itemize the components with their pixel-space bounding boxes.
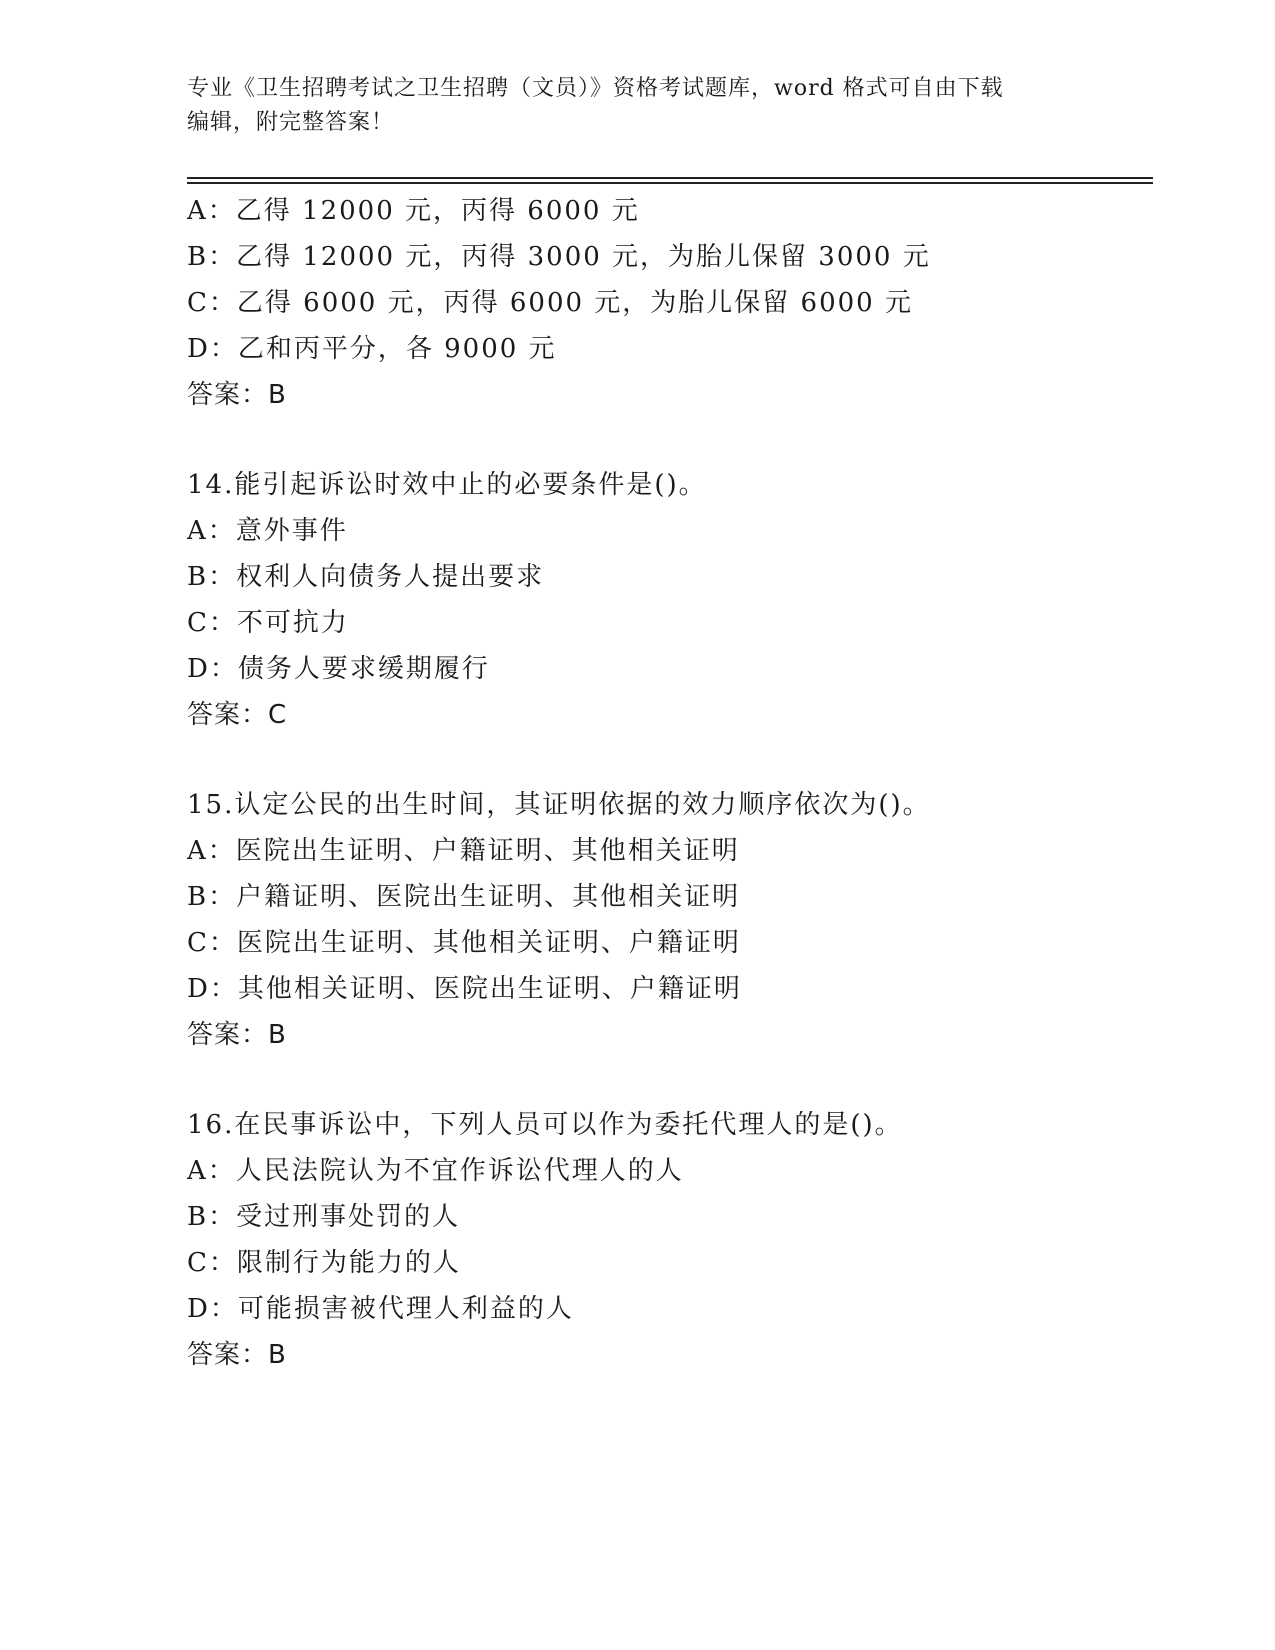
answer-line: 答案：C [187,700,288,730]
question-content [187,188,1167,1378]
header-line-1: 专业《卫生招聘考试之卫生招聘（文员）》资格考试题库，word 格式可自由下载 [187,76,1004,101]
question-text: 16.在民事诉讼中，下列人员可以作为委托代理人的是()。 [187,1110,903,1140]
question-15-block [187,782,1167,1058]
option-c: C：医院出生证明、其他相关证明、户籍证明 [187,928,741,958]
option-b: B：权利人向债务人提出要求 [187,562,545,592]
header-divider-bottom [187,182,1153,184]
document-header [187,72,1087,140]
option-d: D：债务人要求缓期履行 [187,654,490,684]
answer-line: 答案：B [187,380,287,410]
option-a: A：医院出生证明、户籍证明、其他相关证明 [187,836,740,866]
question-text: 14.能引起诉讼时效中止的必要条件是()。 [187,470,707,500]
option-d: D：可能损害被代理人利益的人 [187,1294,574,1324]
option-a: A：意外事件 [187,516,348,546]
header-divider-top [187,177,1153,179]
answer-line: 答案：B [187,1020,287,1050]
option-b: B：受过刑事处罚的人 [187,1202,461,1232]
option-b: B：乙得 12000 元，丙得 3000 元，为胎儿保留 3000 元 [187,242,931,272]
option-b: B：户籍证明、医院出生证明、其他相关证明 [187,882,741,912]
answer-line: 答案：B [187,1340,287,1370]
question-16-block [187,1102,1167,1378]
option-c: C：乙得 6000 元，丙得 6000 元，为胎儿保留 6000 元 [187,288,913,318]
header-line-2: 编辑，附完整答案！ [187,110,395,135]
option-a: A：乙得 12000 元，丙得 6000 元 [187,196,640,226]
question-13-block [187,188,1167,418]
question-text: 15.认定公民的出生时间，其证明依据的效力顺序依次为()。 [187,790,931,820]
option-c: C：限制行为能力的人 [187,1248,461,1278]
question-14-block [187,462,1167,738]
option-d: D：乙和丙平分，各 9000 元 [187,334,557,364]
option-c: C：不可抗力 [187,608,349,638]
option-a: A：人民法院认为不宜作诉讼代理人的人 [187,1156,684,1186]
option-d: D：其他相关证明、医院出生证明、户籍证明 [187,974,742,1004]
